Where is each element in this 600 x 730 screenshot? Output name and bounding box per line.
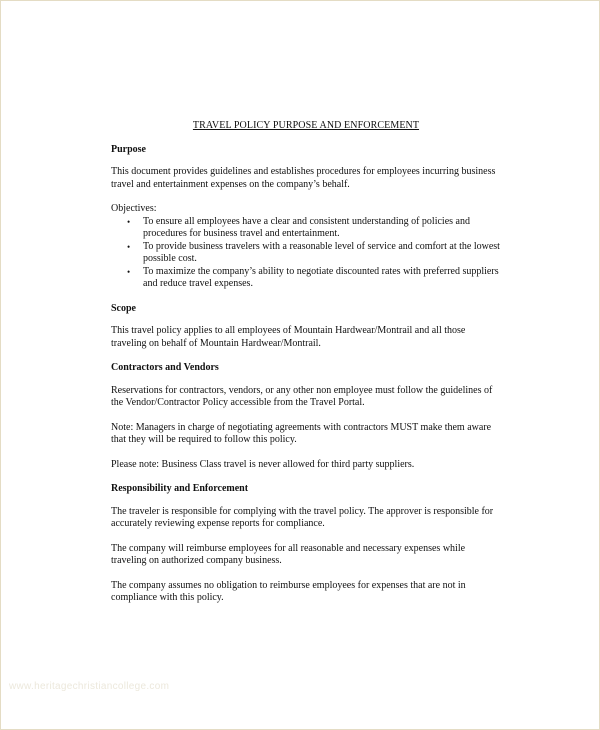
responsibility-heading: Responsibility and Enforcement bbox=[111, 483, 249, 494]
bullet-icon: • bbox=[127, 241, 131, 252]
scope-heading: Scope bbox=[111, 302, 136, 314]
objectives-label: Objectives: bbox=[111, 203, 157, 214]
list-item bbox=[111, 241, 501, 266]
purpose-text: This document provides guidelines and establishes procedures for employees incurring business travel and entertainment expenses on the company’s behalf. bbox=[111, 166, 496, 190]
objective-text: To maximize the company’s ability to negotiate discounted rates with preferred suppliers and reduce travel expenses. bbox=[143, 265, 499, 289]
responsibility-text: The traveler is responsible for complying with the travel policy. The approver is responsible for accurately reviewing expense reports for compliance. bbox=[111, 505, 494, 529]
list-item bbox=[111, 266, 501, 291]
scope-text: This travel policy applies to all employees of Mountain Hardwear/Montrail and all those traveling on behalf of Mountain Hardwear/Montrail. bbox=[111, 325, 466, 349]
contractors-business-class-note: Please note: Business Class travel is never allowed for third party suppliers. bbox=[111, 458, 415, 470]
objective-text: To provide business travelers with a reasonable level of service and comfort at the lowest possible cost. bbox=[143, 240, 500, 264]
document-title: TRAVEL POLICY PURPOSE AND ENFORCEMENT bbox=[192, 120, 420, 131]
list-item bbox=[111, 216, 501, 241]
reimbursement-text: The company will reimburse employees for all reasonable and necessary expenses while traveling on authorized company business. bbox=[111, 542, 466, 566]
document-page bbox=[111, 120, 501, 617]
purpose-heading: Purpose bbox=[111, 143, 146, 155]
contractors-heading: Contractors and Vendors bbox=[111, 362, 219, 373]
watermark: www.heritagechristiancollege.com bbox=[9, 681, 170, 692]
contractors-text: Reservations for contractors, vendors, or any other non employee must follow the guidelines of the Vendor/Contractor Policy accessible from the Travel Portal. bbox=[111, 384, 493, 408]
bullet-icon: • bbox=[127, 216, 131, 227]
no-obligation-text: The company assumes no obligation to reimburse employees for expenses that are not in compliance with this policy. bbox=[111, 579, 466, 603]
bullet-icon: • bbox=[127, 266, 131, 277]
objective-text: To ensure all employees have a clear and consistent understanding of policies and procedures for business travel and entertainment. bbox=[143, 215, 470, 239]
contractors-note: Note: Managers in charge of negotiating agreements with contractors MUST make them aware that they will be required to follow this policy. bbox=[111, 421, 492, 445]
objectives-list bbox=[111, 216, 501, 291]
